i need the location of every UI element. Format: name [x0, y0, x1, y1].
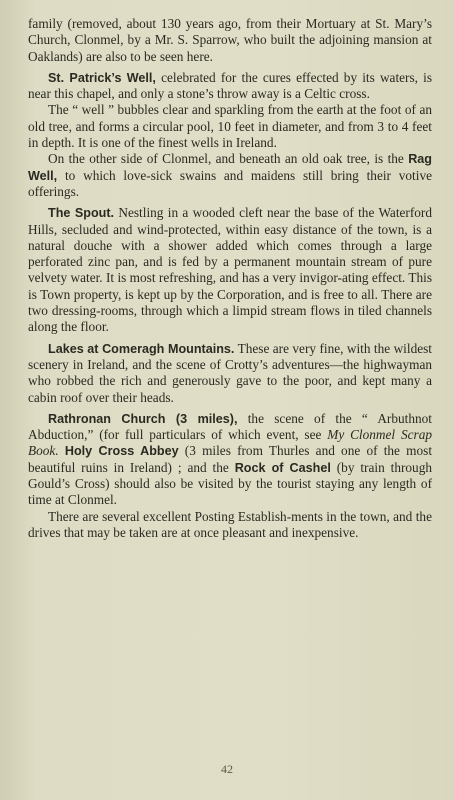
bold-heading-run: Lakes at Comeragh Mountains.	[48, 341, 235, 356]
bold-heading-run: Holy Cross Abbey	[64, 444, 179, 459]
paragraph-3	[28, 102, 432, 151]
text-run: to which love-sick swains and maidens still bring their votive offerings.	[28, 167, 432, 199]
paragraph-6	[28, 341, 432, 406]
italic-run: My Clonmel Scrap Book.	[28, 427, 432, 459]
paragraph-7	[28, 411, 432, 509]
page-number: 42	[221, 762, 233, 776]
text-run: These are very fine, with the wildest scenery in Ireland, and the scene of Crotty’s adventures—the highwayman who robbed the rich and generously gave to the poor, and kept many a cabin roof over their heads.	[28, 340, 432, 405]
bold-heading-run: Rock of Cashel	[234, 460, 331, 475]
paragraph-5	[28, 205, 432, 335]
paragraph-8	[28, 509, 432, 542]
bold-heading-run: Rathronan Church (3 miles),	[48, 411, 238, 426]
page-body	[28, 16, 432, 541]
bold-heading-run: St. Patrick’s Well,	[48, 70, 156, 85]
paragraph-4	[28, 151, 432, 200]
text-run: family (removed, about 130 years ago, from their Mortuary at St. Mary’s Church, Clonmel, by a Mr. S. Sparrow, who built the adjoining mansion at Oaklands) are also to be seen here.	[28, 16, 432, 64]
bold-heading-run: The Spout.	[48, 206, 115, 221]
paragraph-1	[28, 16, 432, 65]
text-run: celebrated for the cures effected by its waters, is near this chapel, and only a stone’s throw away is a Celtic cross.	[28, 69, 432, 102]
paragraph-2	[28, 70, 432, 103]
text-run: Nestling in a wooded cleft near the base of the Waterford Hills, secluded and wind-protected, within easy distance of the town, is a natural douche with a shower added which comes through a large perforated zinc pan, and is fed by a permanent mountain stream of pure velvety water. It is most refreshing, and has a very invigor-ating effect. This is Town property, is kept up by the Corporation, and is free to all. There are two dressing-rooms, through which a limpid stream flows in tiled channels along the floor.	[28, 205, 433, 335]
text-run: The “ well ” bubbles clear and sparkling from the earth at the foot of an old tree, and forms a circular pool, 10 feet in diameter, and from 3 to 4 feet in depth. It is one of the finest wells in Ireland.	[28, 102, 432, 151]
bold-heading-run: Rag Well,	[28, 152, 432, 183]
text-run: (3 miles from Thurles and one of the most beautiful ruins in Ireland) ; and the	[28, 443, 433, 475]
text-run: the scene of the “ Arbuthnot Abduction,” (for full particulars of which event, see	[28, 410, 432, 443]
text-run: There are several excellent Posting Establish-ments in the town, and the drives that may be taken are at once pleasant and inexpensive.	[28, 508, 432, 540]
text-run: (by train through Gould’s Cross) should also be visited by the tourist staying any length of time at Clonmel.	[28, 459, 432, 508]
text-run: On the other side of Clonmel, and beneath an old oak tree, is the	[48, 151, 409, 167]
